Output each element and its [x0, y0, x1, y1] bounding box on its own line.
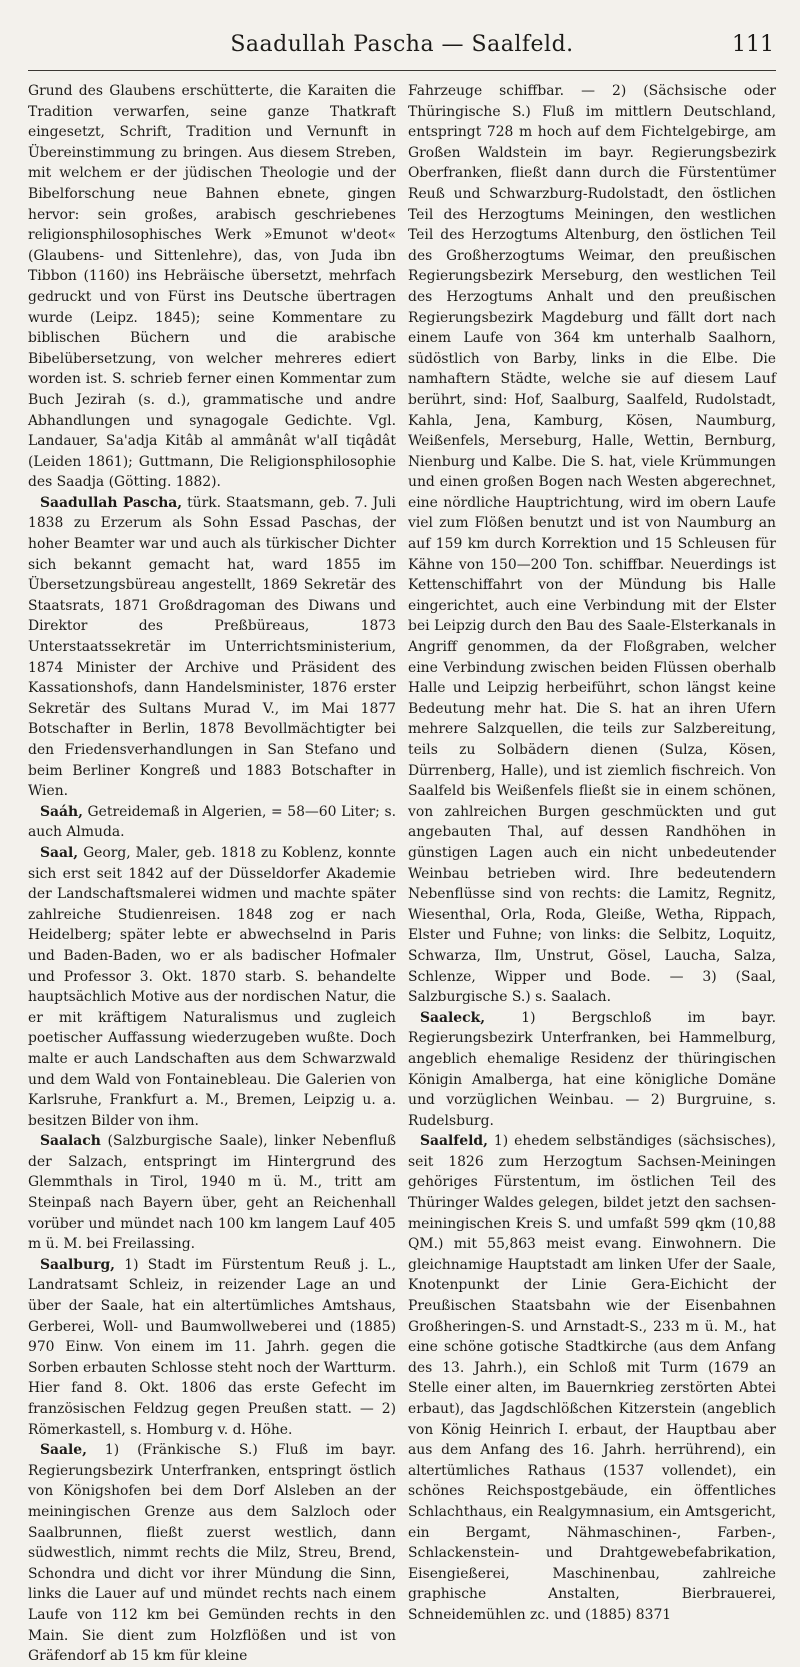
entry-text: (Salzburgische Saale), linker Nebenfluß der Salzach, entspringt im Hintergrund des Glemmthals in Tirol, 1940 m ü. M., tritt am Steinpaß nach Bayern über, geht an Reichenhall vorüber und mündet nach 100 km langem Lauf 405 m ü. M. bei Freilassing. [28, 1133, 396, 1253]
entry-text: Grund des Glaubens erschütterte, die Karaiten die Tradition verwarfen, seine ganze Thatkraft eingesetzt, Schrift, Tradition und Vernunft in Übereinstimmung zu bringen. Aus diesem Streben, mit welchem er der jüdischen Theologie und der Bibelforschung neue Bahnen ebnete, gingen hervor: sein großes, arabisch geschriebenes religionsphilosophisches Werk »Emunot w'deot« (Glaubens- und Sittenlehre), das, von Juda ibn Tibbon (1160) ins Hebräische übersetzt, mehrfach gedruckt und von Fürst ins Deutsche übertragen wurde (Leipz. 1845); seine Kommentare zu biblischen Büchern und die arabische Bibelübersetzung, von welcher mehreres ediert worden ist. S. schrieb ferner einen Kommentar zum Buch Jezirah (s. d.), grammatische und andre Abhandlungen und synagogale Gedichte. Vgl. Landauer, Sa'adja Kitâb al ammânât w'alI tiqâdât (Leiden 1861); Guttmann, Die Religionsphilosophie des Saadja (Götting. 1882). [28, 83, 396, 491]
left-column [28, 81, 396, 1667]
entry-saalach [28, 1131, 396, 1255]
text-columns [28, 81, 776, 1667]
entry-text: 1) (Fränkische S.) Fluß im bayr. Regierungsbezirk Unterfranken, entspringt östlich von Königshofen bei dem Dorf Alsleben an der meiningischen Grenze aus dem Salzloch oder Saalbrunnen, fließt zuerst westlich, dann südwestlich, nimmt rechts die Milz, Streu, Brend, Schondra und dicht vor ihrer Mündung die Sinn, links die Lauer auf und mündet rechts nach einem Laufe von 112 km bei Gemünden rechts in den Main. Sie dient zum Holzflößen und ist von Gräfendorf ab 15 km für kleine [28, 1442, 396, 1665]
entry-headword: Saalach [40, 1133, 101, 1150]
entry-text: türk. Staatsmann, geb. 7. Juli 1838 zu Erzerum als Sohn Essad Paschas, der hoher Beamter war und auch als türkischer Dichter sich bekannt gemacht hat, ward 1855 im Übersetzungsbüreau angestellt, 1869 Sekretär des Staatsrats, 1871 Großdragoman des Diwans und Direktor des Preßbüreaus, 1873 Unterstaatssekretär im Unterrichtsministerium, 1874 Minister der Archive und Präsident des Kassationshofs, dann Handelsminister, 1876 erster Sekretär des Sultans Murad V., im Mai 1877 Botschafter in Berlin, 1878 Bevollmächtigter bei den Friedensverhandlungen in San Stefano und beim Berliner Kongreß und 1883 Botschafter in Wien. [28, 494, 396, 800]
entry-saale-1 [28, 1440, 396, 1667]
entry-text: Georg, Maler, geb. 1818 zu Koblenz, konnte sich erst seit 1842 auf der Düsseldorfer Akademie der Landschaftsmalerei widmen und machte später zahlreiche Studienreisen. 1848 zog er nach Heidelberg; später lebte er abwechselnd in Paris und Baden-Baden, wo er als badischer Hofmaler und Professor 3. Okt. 1870 starb. S. behandelte hauptsächlich Motive aus der nordischen Natur, die er mit kräftigem Naturalismus und zugleich poetischer Auffassung wiederzugeben wußte. Doch malte er auch Landschaften aus dem Schwarzwald und dem Wald von Fontainebleau. Die Galerien von Karlsruhe, Frankfurt a. M., Bremen, Leipzig u. a. besitzen Bilder von ihm. [28, 844, 396, 1129]
entry-saadja-cont [28, 81, 396, 493]
entry-saah [28, 802, 396, 843]
entry-saaleck [408, 1008, 776, 1132]
entry-headword: Saal, [40, 844, 79, 861]
page-header [28, 30, 776, 71]
running-head: Saadullah Pascha — Saalfeld. [230, 32, 574, 57]
entry-headword: Saáh, [40, 803, 83, 820]
entry-text: Getreidemaß in Algerien, = 58—60 Liter; s. auch Almuda. [28, 803, 396, 841]
entry-saadullah [28, 493, 396, 802]
entry-text: 1) ehedem selbständiges (sächsisches), seit 1826 zum Herzogtum Sachsen-Meiningen gehöriges Fürstentum, im östlichen Teil des Thüringer Waldes gelegen, bildet jetzt den sachsen-meiningischen Kreis S. und umfaßt 599 qkm (10,88 QM.) mit 55,863 meist evang. Einwohnern. Die gleichnamige Hauptstadt am linken Ufer der Saale, Knotenpunkt der Linie Gera-Eichicht der Preußischen Staatsbahn wie der Eisenbahnen Großheringen-S. und Arnstadt-S., 233 m ü. M., hat eine schöne gotische Stadtkirche (aus dem Anfang des 13. Jahrh.), ein Schloß mit Turm (1679 an Stelle einer alten, im Bauernkrieg zerstörten Abtei erbaut), das Jagdschlößchen Kitzerstein (angeblich von König Heinrich I. erbaut, der Hauptbau aber aus dem Anfang des 16. Jahrh. herrührend), ein altertümliches Rathaus (1537 vollendet), ein schönes Reichspostgebäude, ein öffentliches Schlachthaus, ein Realgymnasium, ein Amtsgericht, ein Bergamt, Nähmaschinen-, Farben-, Schlackenstein- und Drahtgewebefabrikation, Eisengießerei, Maschinenbau, zahlreiche graphische Anstalten, Bierbrauerei, Schneidemühlen zc. und (1885) 8371 [408, 1133, 776, 1623]
entry-headword: Saalfeld, [420, 1133, 488, 1150]
entry-headword: Saalburg, [40, 1256, 115, 1273]
entry-headword: Saale, [40, 1442, 87, 1459]
entry-saal-georg [28, 843, 396, 1131]
entry-headword: Saadullah Pascha, [40, 494, 183, 511]
right-column [408, 81, 776, 1667]
entry-text: Fahrzeuge schiffbar. — 2) (Sächsische oder Thüringische S.) Fluß im mittlern Deutschland, entspringt 728 m hoch auf dem Fichtelgebirge, am Großen Waldstein im bayr. Regierungsbezirk Oberfranken, fließt dann durch die Fürstentümer Reuß und Schwarzburg-Rudolstadt, den östlichen Teil des Herzogtums Meiningen, den westlichen Teil des Herzogtums Altenburg, den östlichen Teil des Großherzogtums Weimar, den preußischen Regierungsbezirk Merseburg, den westlichen Teil des Herzogtums Anhalt und den preußischen Regierungsbezirk Magdeburg und fällt dort nach einem Laufe von 364 km unterhalb Saalhorn, südöstlich von Barby, links in die Elbe. Die namhaftern Städte, welche sie auf diesem Lauf berührt, sind: Hof, Saalburg, Saalfeld, Rudolstadt, Kahla, Jena, Kamburg, Kösen, Naumburg, Weißenfels, Merseburg, Halle, Wettin, Bernburg, Nienburg und Kalbe. Die S. hat, viele Krümmungen und einen großen Bogen nach Westen abgerechnet, eine nördliche Hauptrichtung, wird im obern Laufe viel zum Flößen benutzt und ist von Naumburg an auf 159 km durch Korrektion und 15 Schleusen für Kähne von 150—200 Ton. schiffbar. Neuerdings ist Kettenschiffahrt von der Mündung bis Halle eingerichtet, auch eine Verbindung mit der Elster bei Leipzig durch den Bau des Saale-Elsterkanals in Angriff genommen, da der Floßgraben, welcher eine Verbindung zwischen beiden Flüssen oberhalb Halle und Leipzig herbeiführt, schon längst keine Bedeutung mehr hat. Die S. hat an ihren Ufern mehrere Salzquellen, die teils zur Salzbereitung, teils zu Solbädern dienen (Sulza, Kösen, Dürrenberg, Halle), und ist ziemlich fischreich. Von Saalfeld bis Weißenfels fließt sie in einem schönen, von zahlreichen Burgen geschmückten und gut angebauten Thal, auf dessen Randhöhen in günstigen Lagen auch ein nicht unbedeutender Weinbau betrieben wird. Ihre bedeutendern Nebenflüsse sind von rechts: die Lamitz, Regnitz, Wiesenthal, Orla, Roda, Gleiße, Wetha, Rippach, Elster und Fuhne; von links: die Selbitz, Loquitz, Schwarza, Ilm, Unstrut, Gösel, Laucha, Salza, Schlenze, Wipper und Bode. — 3) (Saal, Salzburgische S.) s. Saalach. [408, 83, 776, 1006]
entry-text: 1) Stadt im Fürstentum Reuß j. L., Landratsamt Schleiz, in reizender Lage an und über der Saale, hat ein altertümliches Amtshaus, Gerberei, Woll- und Baumwollweberei und (1885) 970 Einw. Von einem im 11. Jahrh. gegen die Sorben erbauten Schlosse steht noch der Wartturm. Hier fand 8. Okt. 1806 das erste Gefecht im französischen Feldzug gegen Preußen statt. — 2) Römerkastell, s. Homburg v. d. Höhe. [28, 1256, 396, 1438]
column-gutter [402, 81, 403, 1667]
entry-saalfeld [408, 1131, 776, 1625]
entry-saalburg [28, 1255, 396, 1440]
entry-text: 1) Bergschloß im bayr. Regierungsbezirk Unterfranken, bei Hammelburg, angeblich ehemalige Residenz der thüringischen Königin Amalberga, hat eine königliche Domäne und vorzüglichen Weinbau. — 2) Burgruine, s. Rudelsburg. [408, 1009, 776, 1129]
entry-headword: Saaleck, [420, 1009, 486, 1026]
page-number: 111 [732, 32, 774, 57]
entry-saale-cont [408, 81, 776, 1008]
